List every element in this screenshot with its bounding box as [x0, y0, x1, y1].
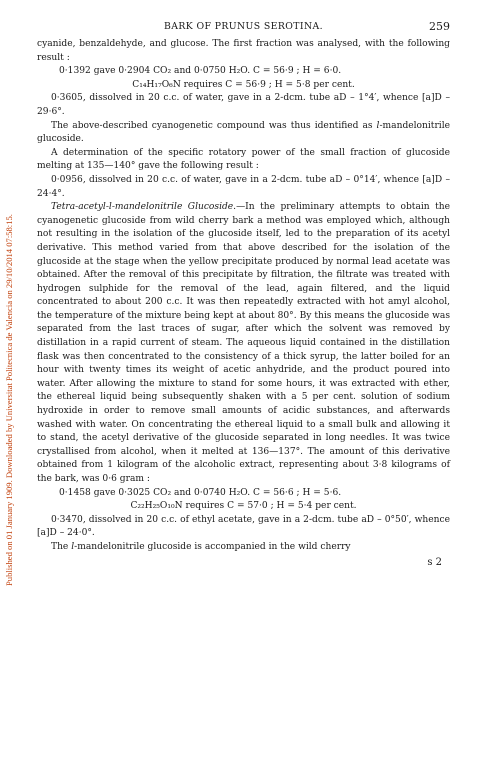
page-body [37, 20, 450, 569]
formula-line-2: C₂₂H₂₅O₁₀N requires C = 57·0 ; H = 5·4 per cent. [130, 501, 357, 512]
paragraph-first-fraction: cyanide, benzaldehyde, and glucose. The first fraction was analysed, with the following result : [37, 39, 450, 63]
rotation-line-2: 0·0956, dissolved in 20 c.c. of water, gave in a 2-dcm. tube aD – 0°14′, whence [a]D – 24·4°. [37, 174, 450, 199]
paragraph-tetra-acetyl [37, 201, 450, 486]
accompanied-text-end: -mandelonitrile glucoside is accompanied in the wild cherry [74, 541, 351, 552]
download-watermark: Published on 01 January 1909. Downloaded by Universitat Politecnica de Valencia on 29/10/2014 07:58:15. [4, 214, 14, 586]
rotation-line-1: 0·3605, dissolved in 20 c.c. of water, gave in a 2-dcm. tube aD – 1°4′, whence [a]D – 29·6°. [37, 93, 450, 117]
accompanied-italic-l: l [71, 541, 75, 552]
tetra-acetyl-body: —In the preliminary attempts to obtain the cyanogenetic glucoside from wild cherry bark a method was employed which, although not resulting in the isolation of the glucoside itself, led to the preparation of its acetyl derivative. This method varied from that above described for the isolation of the glucoside at the stage when the yellow precipitate produced by normal lead acetate was obtained. After the removal of this precipitate by filtration, the filtrate was treated with hydrogen sulphide for the removal of the lead, again filtered, and the liquid concentrated to about 200 c.c. It was then repeatedly extracted with hot amyl alcohol, the temperature of the mixture being kept at about 80°. By this means the glucoside was separated from the last traces of sugar, after which the solvent was removed by distillation in a rapid current of steam. The aqueous liquid contained in the distillation flask was then concentrated to the consistency of a thick syrup, the latter boiled for an hour with twenty times its weight of acetic anhydride, and the product poured into water. After allowing the mixture to stand for some hours, it was extracted with ether, the ethereal liquid being subsequently shaken with a 5 per cent. solution of sodium hydroxide in order to remove small amounts of acidic substances, and afterwards washed with water. On concentrating the ethereal liquid to a small bulk and allowing it to stand, the acetyl derivative of the glucoside separated in long needles. It was twice crystallised from alcohol, when it melted at 136—137°. The amount of this derivative obtained from 1 kilogram of the alcoholic extract, representing about 3·8 kilograms of the bark, was 0·6 gram : [37, 202, 450, 484]
accompanied-text-start: The [51, 541, 72, 552]
identified-italic-l: l [376, 120, 380, 131]
analysis-line-1: 0·1392 gave 0·2904 CO₂ and 0·0750 H₂O. C = 56·9 ; H = 6·0. [59, 66, 342, 77]
identified-text-end: -mandelonitrile glucoside. [37, 120, 450, 145]
signature-mark: s 2 [427, 556, 442, 568]
page-header [37, 20, 450, 36]
paragraph-rotatory-power: A determination of the specific rotatory power of the small fraction of glucoside melting at 135—140° gave the following result : [37, 147, 450, 172]
rotation-line-3: 0·3470, dissolved in 20 c.c. of ethyl acetate, gave in a 2-dcm. tube aD – 0°50′, whence [a]D – 24·0°. [37, 514, 450, 539]
running-title: BARK OF PRUNUS SEROTINA. [164, 21, 323, 32]
paragraph-accompanied [37, 541, 450, 555]
section-heading-tetra-acetyl: Tetra-acetyl-l-mandelonitrile Glucoside. [51, 202, 237, 213]
formula-line-1: C₁₄H₁₇O₆N requires C = 56·9 ; H = 5·8 per cent. [132, 79, 355, 90]
page-number: 259 [429, 20, 450, 33]
paragraph-identified [37, 120, 450, 147]
analysis-line-2: 0·1458 gave 0·3025 CO₂ and 0·0740 H₂O. C = 56·6 ; H = 5·6. [59, 487, 342, 498]
identified-text-start: The above-described cyanogenetic compound was thus identified as [51, 120, 377, 131]
